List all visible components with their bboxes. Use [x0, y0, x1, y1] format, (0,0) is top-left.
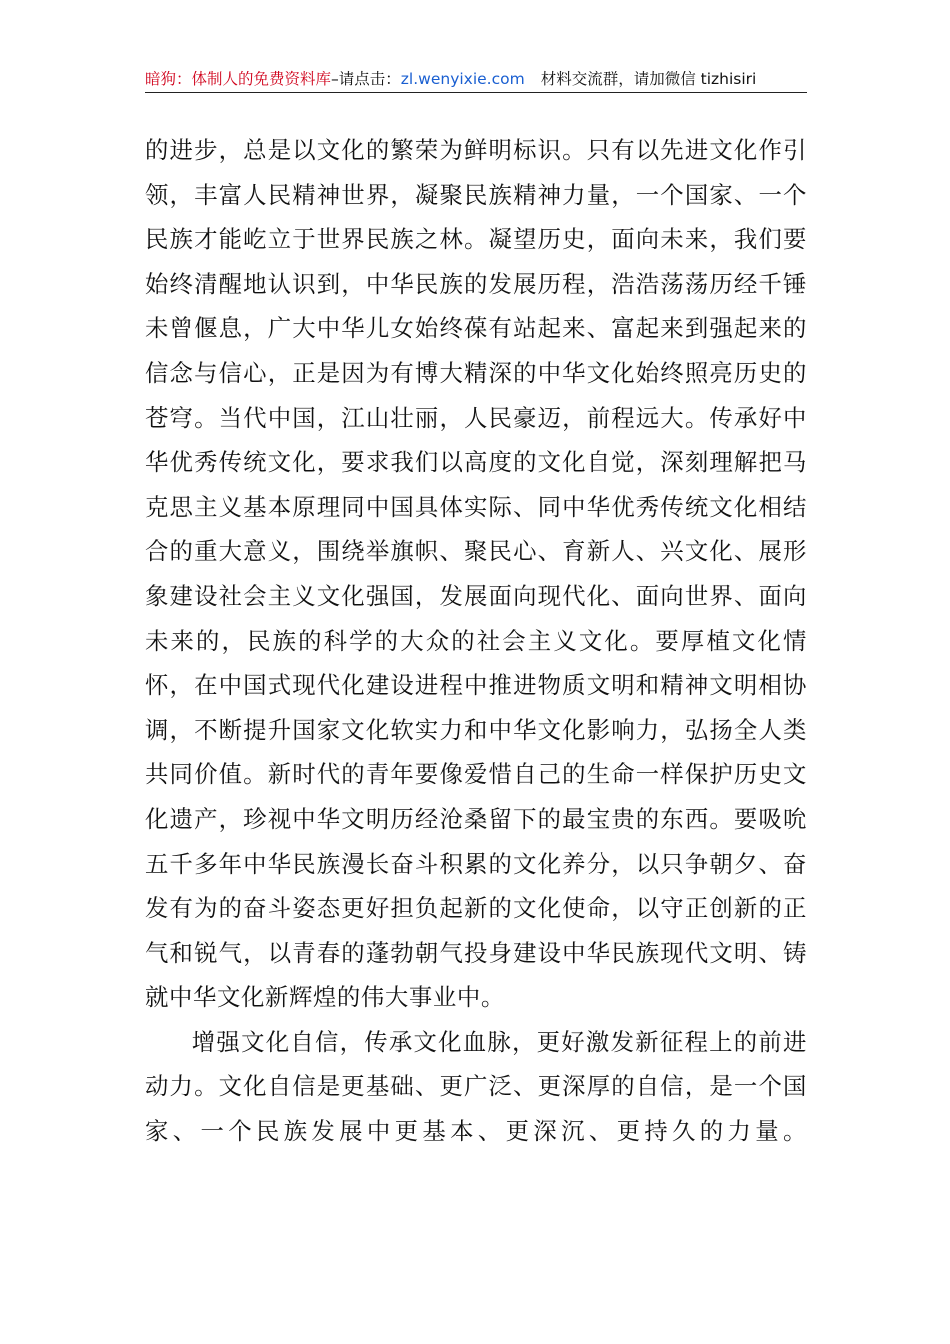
- header-link-prefix: –请点击：: [331, 70, 401, 88]
- body-paragraph: 的进步，总是以文化的繁荣为鲜明标识。只有以先进文化作引领，丰富人民精神世界，凝聚民族精神力量，一个国家、一个民族才能屹立于世界民族之林。凝望历史，面向未来，我们要始终清醒地认识到，中华民族的发展历程，浩浩荡荡历经千锤未曾偃息，广大中华儿女始终葆有站起来、富起来到强起来的信念与信心，正是因为有博大精深的中华文化始终照亮历史的苍穹。当代中国，江山壮丽，人民豪迈，前程远大。传承好中华优秀传统文化，要求我们以高度的文化自觉，深刻理解把马克思主义基本原理同中国具体实际、同中华优秀传统文化相结合的重大意义，围绕举旗帜、聚民心、育新人、兴文化、展形象建设社会主义文化强国，发展面向现代化、面向世界、面向未来的，民族的科学的大众的社会主义文化。要厚植文化情怀，在中国式现代化建设进程中推进物质文明和精神文明相协调，不断提升国家文化软实力和中华文化影响力，弘扬全人类共同价值。新时代的青年要像爱惜自己的生命一样保护历史文化遗产，珍视中华文明历经沧桑留下的最宝贵的东西。要吸吮五千多年中华民族漫长奋斗积累的文化养分，以只争朝夕、奋发有为的奋斗姿态更好担负起新的文化使命，以守正创新的正气和锐气，以青春的蓬勃朝气投身建设中华民族现代文明、铸就中华文化新辉煌的伟大事业中。: [145, 136, 807, 1012]
- header-link[interactable]: zl.wenyixie.com: [400, 70, 525, 88]
- document-body: [145, 128, 807, 1154]
- header-brand: 暗狗：体制人的免费资料库: [145, 70, 332, 88]
- page-header: [145, 66, 807, 93]
- header-wechat-note: 材料交流群，请加微信 tizhisiri: [540, 70, 757, 88]
- body-paragraph: 增强文化自信，传承文化血脉，更好激发新征程上的前进动力。文化自信是更基础、更广泛、更深厚的自信，是一个国家、一个民族发展中更基本、更深沉、更持久的力量。: [145, 1027, 807, 1146]
